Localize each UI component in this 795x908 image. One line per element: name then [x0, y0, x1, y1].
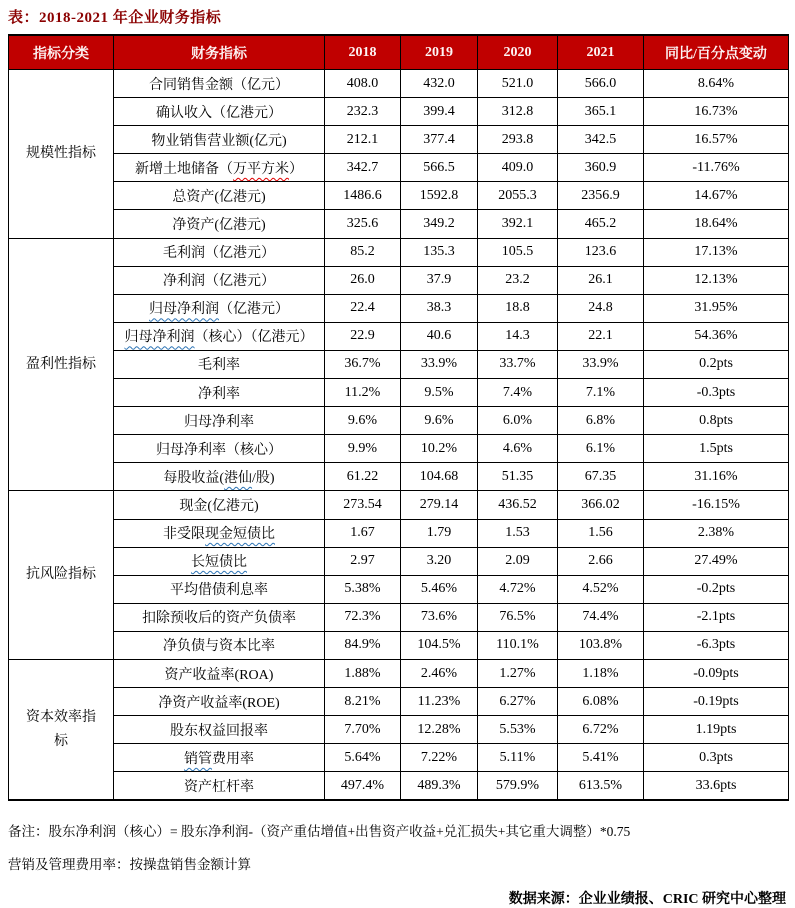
- indicator-cell: 确认收入（亿港元）: [114, 98, 325, 126]
- table-title: 表：2018-2021 年企业财务指标: [8, 10, 222, 26]
- spellcheck-underline: 归母净利润: [124, 330, 195, 346]
- value-cell: 293.8: [478, 126, 558, 154]
- table-row: [9, 716, 789, 744]
- value-cell: 104.5%: [401, 631, 478, 659]
- value-cell: 7.22%: [401, 744, 478, 772]
- value-cell: 16.73%: [644, 98, 789, 126]
- note-expense-ratio: 营销及管理费用率：按操盘销售金额计算: [8, 857, 251, 873]
- value-cell: 6.1%: [558, 435, 644, 463]
- value-cell: 7.70%: [325, 716, 401, 744]
- spellcheck-underline: 万平方米: [233, 161, 289, 177]
- value-cell: -11.76%: [644, 154, 789, 182]
- value-cell: 37.9: [401, 266, 478, 294]
- value-cell: 579.9%: [478, 772, 558, 801]
- value-cell: -0.19pts: [644, 688, 789, 716]
- value-cell: 26.0: [325, 266, 401, 294]
- value-cell: 33.7%: [478, 350, 558, 378]
- value-cell: -0.09pts: [644, 659, 789, 687]
- financial-indicators-table: [8, 34, 789, 801]
- value-cell: 408.0: [325, 70, 401, 98]
- table-row: [9, 182, 789, 210]
- value-cell: 1.27%: [478, 659, 558, 687]
- value-cell: 4.52%: [558, 575, 644, 603]
- value-cell: 342.7: [325, 154, 401, 182]
- value-cell: 1.67: [325, 519, 401, 547]
- value-cell: 22.9: [325, 322, 401, 350]
- table-row: [9, 547, 789, 575]
- value-cell: 497.4%: [325, 772, 401, 801]
- spellcheck-underline: 长短债比: [191, 555, 247, 571]
- value-cell: 360.9: [558, 154, 644, 182]
- table-row: [9, 659, 789, 687]
- column-header-2: 2018: [325, 35, 401, 70]
- value-cell: 1.5pts: [644, 435, 789, 463]
- value-cell: 6.08%: [558, 688, 644, 716]
- table-row: [9, 407, 789, 435]
- table-row: [9, 744, 789, 772]
- indicator-cell: 归母净利润（核心）（亿港元）: [114, 322, 325, 350]
- indicator-cell: 新增土地储备（万平方米）: [114, 154, 325, 182]
- value-cell: 5.41%: [558, 744, 644, 772]
- value-cell: 16.57%: [644, 126, 789, 154]
- value-cell: 0.2pts: [644, 350, 789, 378]
- value-cell: 5.46%: [401, 575, 478, 603]
- value-cell: 6.72%: [558, 716, 644, 744]
- table-row: [9, 631, 789, 659]
- value-cell: 23.2: [478, 266, 558, 294]
- value-cell: 74.4%: [558, 603, 644, 631]
- table-row: [9, 70, 789, 98]
- value-cell: 2.09: [478, 547, 558, 575]
- value-cell: 342.5: [558, 126, 644, 154]
- table-row: [9, 435, 789, 463]
- category-label: 盈利性指标: [26, 356, 96, 372]
- table-row: [9, 266, 789, 294]
- value-cell: 399.4: [401, 98, 478, 126]
- data-source: 数据来源：企业业绩报、CRIC 研究中心整理: [508, 892, 786, 908]
- value-cell: 4.6%: [478, 435, 558, 463]
- value-cell: 36.7%: [325, 350, 401, 378]
- footnotes: [8, 822, 788, 876]
- value-cell: 104.68: [401, 463, 478, 491]
- indicator-cell: 归母净利率（核心）: [114, 435, 325, 463]
- value-cell: 135.3: [401, 238, 478, 266]
- value-cell: 27.49%: [644, 547, 789, 575]
- table-row: [9, 603, 789, 631]
- value-cell: 5.53%: [478, 716, 558, 744]
- indicator-cell: 净负债与资本比率: [114, 631, 325, 659]
- value-cell: 2.97: [325, 547, 401, 575]
- table-row: [9, 463, 789, 491]
- indicator-cell: [114, 547, 325, 575]
- table-body: [9, 70, 789, 801]
- value-cell: 18.8: [478, 294, 558, 322]
- value-cell: -16.15%: [644, 491, 789, 519]
- value-cell: 432.0: [401, 70, 478, 98]
- value-cell: 11.2%: [325, 379, 401, 407]
- value-cell: 521.0: [478, 70, 558, 98]
- table-row: [9, 350, 789, 378]
- value-cell: 61.22: [325, 463, 401, 491]
- column-header-4: 2020: [478, 35, 558, 70]
- value-cell: 5.11%: [478, 744, 558, 772]
- value-cell: 566.5: [401, 154, 478, 182]
- value-cell: 31.16%: [644, 463, 789, 491]
- value-cell: 103.8%: [558, 631, 644, 659]
- value-cell: 9.6%: [401, 407, 478, 435]
- header-row: [9, 35, 789, 70]
- value-cell: 6.8%: [558, 407, 644, 435]
- table-row: [9, 772, 789, 801]
- indicator-cell: 毛利润（亿港元）: [114, 238, 325, 266]
- value-cell: 18.64%: [644, 210, 789, 238]
- value-cell: 40.6: [401, 322, 478, 350]
- value-cell: 1486.6: [325, 182, 401, 210]
- value-cell: 1.19pts: [644, 716, 789, 744]
- category-cell: [9, 238, 114, 491]
- value-cell: 1.88%: [325, 659, 401, 687]
- value-cell: 1.53: [478, 519, 558, 547]
- value-cell: 365.1: [558, 98, 644, 126]
- indicator-cell: 资产杠杆率: [114, 772, 325, 801]
- value-cell: 54.36%: [644, 322, 789, 350]
- indicator-cell: 毛利率: [114, 350, 325, 378]
- spellcheck-underline: 销管: [184, 751, 212, 767]
- table-row: [9, 238, 789, 266]
- column-header-6: 同比/百分点变动: [644, 35, 789, 70]
- value-cell: 26.1: [558, 266, 644, 294]
- category-label: 规模性指标: [26, 145, 96, 161]
- category-label: 资本效率指标: [26, 709, 96, 749]
- value-cell: 7.4%: [478, 379, 558, 407]
- column-header-3: 2019: [401, 35, 478, 70]
- value-cell: 366.02: [558, 491, 644, 519]
- indicator-cell: 销管费用率: [114, 744, 325, 772]
- table-row: [9, 491, 789, 519]
- value-cell: 8.64%: [644, 70, 789, 98]
- value-cell: 14.67%: [644, 182, 789, 210]
- value-cell: 84.9%: [325, 631, 401, 659]
- value-cell: 123.6: [558, 238, 644, 266]
- value-cell: 0.3pts: [644, 744, 789, 772]
- value-cell: 377.4: [401, 126, 478, 154]
- indicator-cell: 净利润（亿港元）: [114, 266, 325, 294]
- value-cell: 9.5%: [401, 379, 478, 407]
- value-cell: 22.4: [325, 294, 401, 322]
- value-cell: 31.95%: [644, 294, 789, 322]
- value-cell: 349.2: [401, 210, 478, 238]
- value-cell: 11.23%: [401, 688, 478, 716]
- value-cell: 436.52: [478, 491, 558, 519]
- category-label: 抗风险指标: [26, 567, 96, 583]
- value-cell: 4.72%: [478, 575, 558, 603]
- value-cell: 72.3%: [325, 603, 401, 631]
- value-cell: 51.35: [478, 463, 558, 491]
- table-row: [9, 154, 789, 182]
- value-cell: 465.2: [558, 210, 644, 238]
- value-cell: 1.56: [558, 519, 644, 547]
- value-cell: 110.1%: [478, 631, 558, 659]
- value-cell: 489.3%: [401, 772, 478, 801]
- value-cell: 279.14: [401, 491, 478, 519]
- value-cell: 2356.9: [558, 182, 644, 210]
- table-row: [9, 688, 789, 716]
- column-header-5: 2021: [558, 35, 644, 70]
- indicator-cell: 总资产(亿港元): [114, 182, 325, 210]
- value-cell: 409.0: [478, 154, 558, 182]
- value-cell: 9.9%: [325, 435, 401, 463]
- value-cell: 10.2%: [401, 435, 478, 463]
- indicator-cell: 净利率: [114, 379, 325, 407]
- note-formula: 备注：股东净利润（核心）= 股东净利润-（资产重估增值+出售资产收益+兑汇损失+其它重大调整）*0.75: [8, 824, 631, 840]
- indicator-cell: 资产收益率(ROA): [114, 659, 325, 687]
- value-cell: 613.5%: [558, 772, 644, 801]
- value-cell: 22.1: [558, 322, 644, 350]
- value-cell: 67.35: [558, 463, 644, 491]
- value-cell: 9.6%: [325, 407, 401, 435]
- indicator-cell: 归母净利率: [114, 407, 325, 435]
- value-cell: 6.0%: [478, 407, 558, 435]
- value-cell: 312.8: [478, 98, 558, 126]
- value-cell: 33.6pts: [644, 772, 789, 801]
- indicator-cell: 扣除预收后的资产负债率: [114, 603, 325, 631]
- value-cell: 0.8pts: [644, 407, 789, 435]
- value-cell: 1.18%: [558, 659, 644, 687]
- value-cell: 14.3: [478, 322, 558, 350]
- value-cell: 232.3: [325, 98, 401, 126]
- value-cell: -2.1pts: [644, 603, 789, 631]
- table-row: [9, 379, 789, 407]
- indicator-cell: 合同销售金额（亿元）: [114, 70, 325, 98]
- value-cell: 85.2: [325, 238, 401, 266]
- value-cell: 1592.8: [401, 182, 478, 210]
- value-cell: 38.3: [401, 294, 478, 322]
- value-cell: 24.8: [558, 294, 644, 322]
- value-cell: 105.5: [478, 238, 558, 266]
- table-row: [9, 322, 789, 350]
- value-cell: 5.38%: [325, 575, 401, 603]
- value-cell: 5.64%: [325, 744, 401, 772]
- value-cell: 273.54: [325, 491, 401, 519]
- value-cell: 33.9%: [558, 350, 644, 378]
- value-cell: -0.2pts: [644, 575, 789, 603]
- indicator-cell: 平均借债利息率: [114, 575, 325, 603]
- value-cell: 7.1%: [558, 379, 644, 407]
- value-cell: 2.38%: [644, 519, 789, 547]
- indicator-cell: 股东权益回报率: [114, 716, 325, 744]
- indicator-cell: 净资产收益率(ROE): [114, 688, 325, 716]
- indicator-cell: 净资产(亿港元): [114, 210, 325, 238]
- table-row: [9, 575, 789, 603]
- spellcheck-underline: 现金短债比: [205, 527, 275, 543]
- value-cell: 76.5%: [478, 603, 558, 631]
- value-cell: 2.66: [558, 547, 644, 575]
- table-row: [9, 294, 789, 322]
- table-row: [9, 126, 789, 154]
- value-cell: 12.28%: [401, 716, 478, 744]
- column-header-0: 指标分类: [9, 35, 114, 70]
- value-cell: 17.13%: [644, 238, 789, 266]
- value-cell: 2.46%: [401, 659, 478, 687]
- value-cell: 212.1: [325, 126, 401, 154]
- category-cell: [9, 659, 114, 800]
- value-cell: 12.13%: [644, 266, 789, 294]
- column-header-1: 财务指标: [114, 35, 325, 70]
- spellcheck-underline: 归母净利润: [149, 302, 219, 318]
- indicator-cell: 非受限现金短债比: [114, 519, 325, 547]
- indicator-cell: 物业销售营业额(亿元): [114, 126, 325, 154]
- value-cell: 73.6%: [401, 603, 478, 631]
- table-row: [9, 98, 789, 126]
- value-cell: -6.3pts: [644, 631, 789, 659]
- table-row: [9, 210, 789, 238]
- value-cell: 8.21%: [325, 688, 401, 716]
- value-cell: 33.9%: [401, 350, 478, 378]
- value-cell: 566.0: [558, 70, 644, 98]
- value-cell: 392.1: [478, 210, 558, 238]
- table-row: [9, 519, 789, 547]
- value-cell: 3.20: [401, 547, 478, 575]
- indicator-cell: 每股收益(港仙/股): [114, 463, 325, 491]
- value-cell: 1.79: [401, 519, 478, 547]
- indicator-cell: 现金(亿港元): [114, 491, 325, 519]
- category-cell: [9, 70, 114, 239]
- table-header: [9, 35, 789, 70]
- indicator-cell: 归母净利润（亿港元）: [114, 294, 325, 322]
- category-cell: [9, 491, 114, 660]
- value-cell: 6.27%: [478, 688, 558, 716]
- value-cell: 325.6: [325, 210, 401, 238]
- value-cell: 2055.3: [478, 182, 558, 210]
- spellcheck-underline: 港仙: [224, 470, 253, 486]
- value-cell: -0.3pts: [644, 379, 789, 407]
